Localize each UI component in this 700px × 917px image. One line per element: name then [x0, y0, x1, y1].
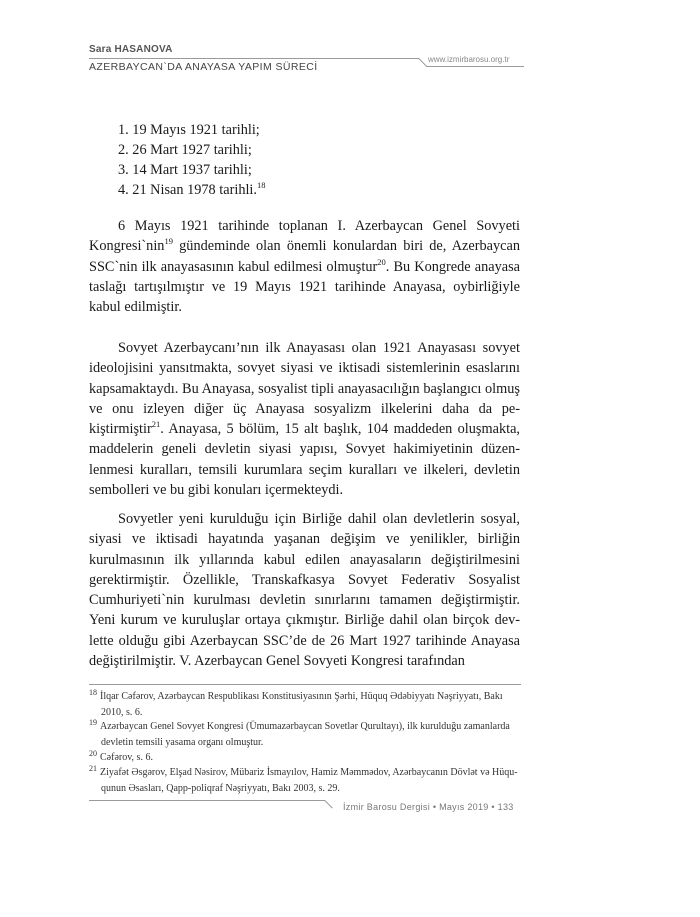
- footnote-18: $^{18}$ İlqar Cəfərov, Azərbaycan Respublikası Konstitusiyasının Şərhi, Hüquq Ədəbiyyatı Nəşriyyatı, Bakı 2010, s. 6.: [89, 687, 503, 718]
- header-rule-right: [426, 66, 524, 67]
- list-item: 1. 19 Mayıs 1921 tarihli;: [118, 122, 260, 138]
- list-item: 2. 26 Mart 1927 tarihli;: [118, 142, 252, 158]
- footnote-rule: [89, 684, 521, 685]
- footer-rule-slant: [324, 800, 332, 808]
- running-header-title: AZERBAYCAN`DA ANAYASA YAPIM SÜRECİ: [89, 61, 318, 73]
- running-header-author: Sara HASANOVA: [89, 44, 173, 55]
- footnote-ref-21: 21: [151, 419, 161, 430]
- list-item: 3. 14 Mart 1937 tarihli;: [118, 162, 252, 178]
- header-rule: [89, 58, 419, 59]
- body-paragraph-1: 6 Mayıs 1921 tarihinde toplanan I. Azerbaycan Genel Sovyeti Kongresi`nin$^{19}$ gündeminde olan önemli konulardan biri de, Azerbaycan SSC`nin ilk anayasasının kabul edilmesi olmuştur$^{20}$. Bu Kongrede anayasa taslağı tartışılmıştır ve 19 Mayıs 1921 tarihinde Anayasa, oybirliğiyle kabul edilmiştir.: [89, 218, 520, 316]
- footnote-20: $^{20}$ Cəfərov, s. 6.: [89, 748, 153, 763]
- constitution-dates-list: [118, 120, 265, 200]
- footer-rule: [89, 800, 325, 801]
- footnote-ref-20: 20: [377, 256, 386, 267]
- body-paragraph-2: Sovyet Azerbaycanı’nın ilk Anayasası olan 1921 Anayasası sovyet ideolojisini yansıtmakta, sovyet siyasi ve iktisadi sistemlerinin esaslarını kapsamaktaydı. Bu Anayasa, sosyalist tipli anayasacılığın başlangıcı olmuş ve onu izleyen diğer üç Anayasa sosyalizm ilkelerini daha da pekiştirmiştir$^{21}$. Anayasa, 5 bölüm, 15 alt başlık, 104 maddeden oluşmakta, maddelerin geneli devletin siyasi yapısı, Sovyet hakimiyetinin düzenlenmesi kuralları, temsili kurumlara seçim kuralları ve ilkeleri, devletin sembolleri ve bu gibi konuları içermekteydi.: [89, 340, 520, 499]
- list-item: 4. 21 Nisan 1978 tarihli.$^{18}$: [118, 180, 266, 198]
- footnote-19: $^{19}$ Azərbaycan Genel Sovyet Kongresi (Ümumazərbaycan Sovetlər Qurultayı), ilk kurulduğu zamanlarda devletin temsili yasama organı olmuştur.: [89, 717, 510, 748]
- footnote-ref-18: 18: [256, 180, 266, 191]
- header-url: www.izmirbarosu.org.tr: [428, 55, 510, 64]
- footnote-21: $^{21}$ Ziyafət Əsgərov, Elşad Nəsirov, Mübariz İsmayılov, Hamiz Məmmədov, Azərbaycanın Dövlət və Hüququnun Əsasları, Qapp-poliqraf Nəşriyyatı, Bakı 2003, s. 29.: [89, 763, 518, 794]
- running-footer: İzmir Barosu Dergisi • Mayıs 2019 • 133: [343, 802, 514, 812]
- body-paragraph-3: Sovyetler yeni kurulduğu için Birliğe dahil olan devletlerin sosyal, siyasi ve iktisadi hayatında yaşanan değişim ve yenilikler, birliğin kurulmasının ilk yıllarında kabul edilen anayasaların değiştirilmesini gerektirmiştir. Özellikle, Transkafkasya Sovyet Federativ Sosyalist Cumhuriyeti`nin kurulması devletin sınırlarını tamamen değiştirmiştir. Yeni kurum ve kuruluşlar ortaya çıkmıştır. Birliğe dahil olan birçok devlette olduğu gibi Azerbaycan SSC’de de 26 Mart 1927 tarihinde Anayasa değiştirilmiştir. V. Azerbaycan Genel Sovyeti Kongresi tarafından: [89, 511, 520, 670]
- footnote-ref-19: 19: [164, 236, 173, 247]
